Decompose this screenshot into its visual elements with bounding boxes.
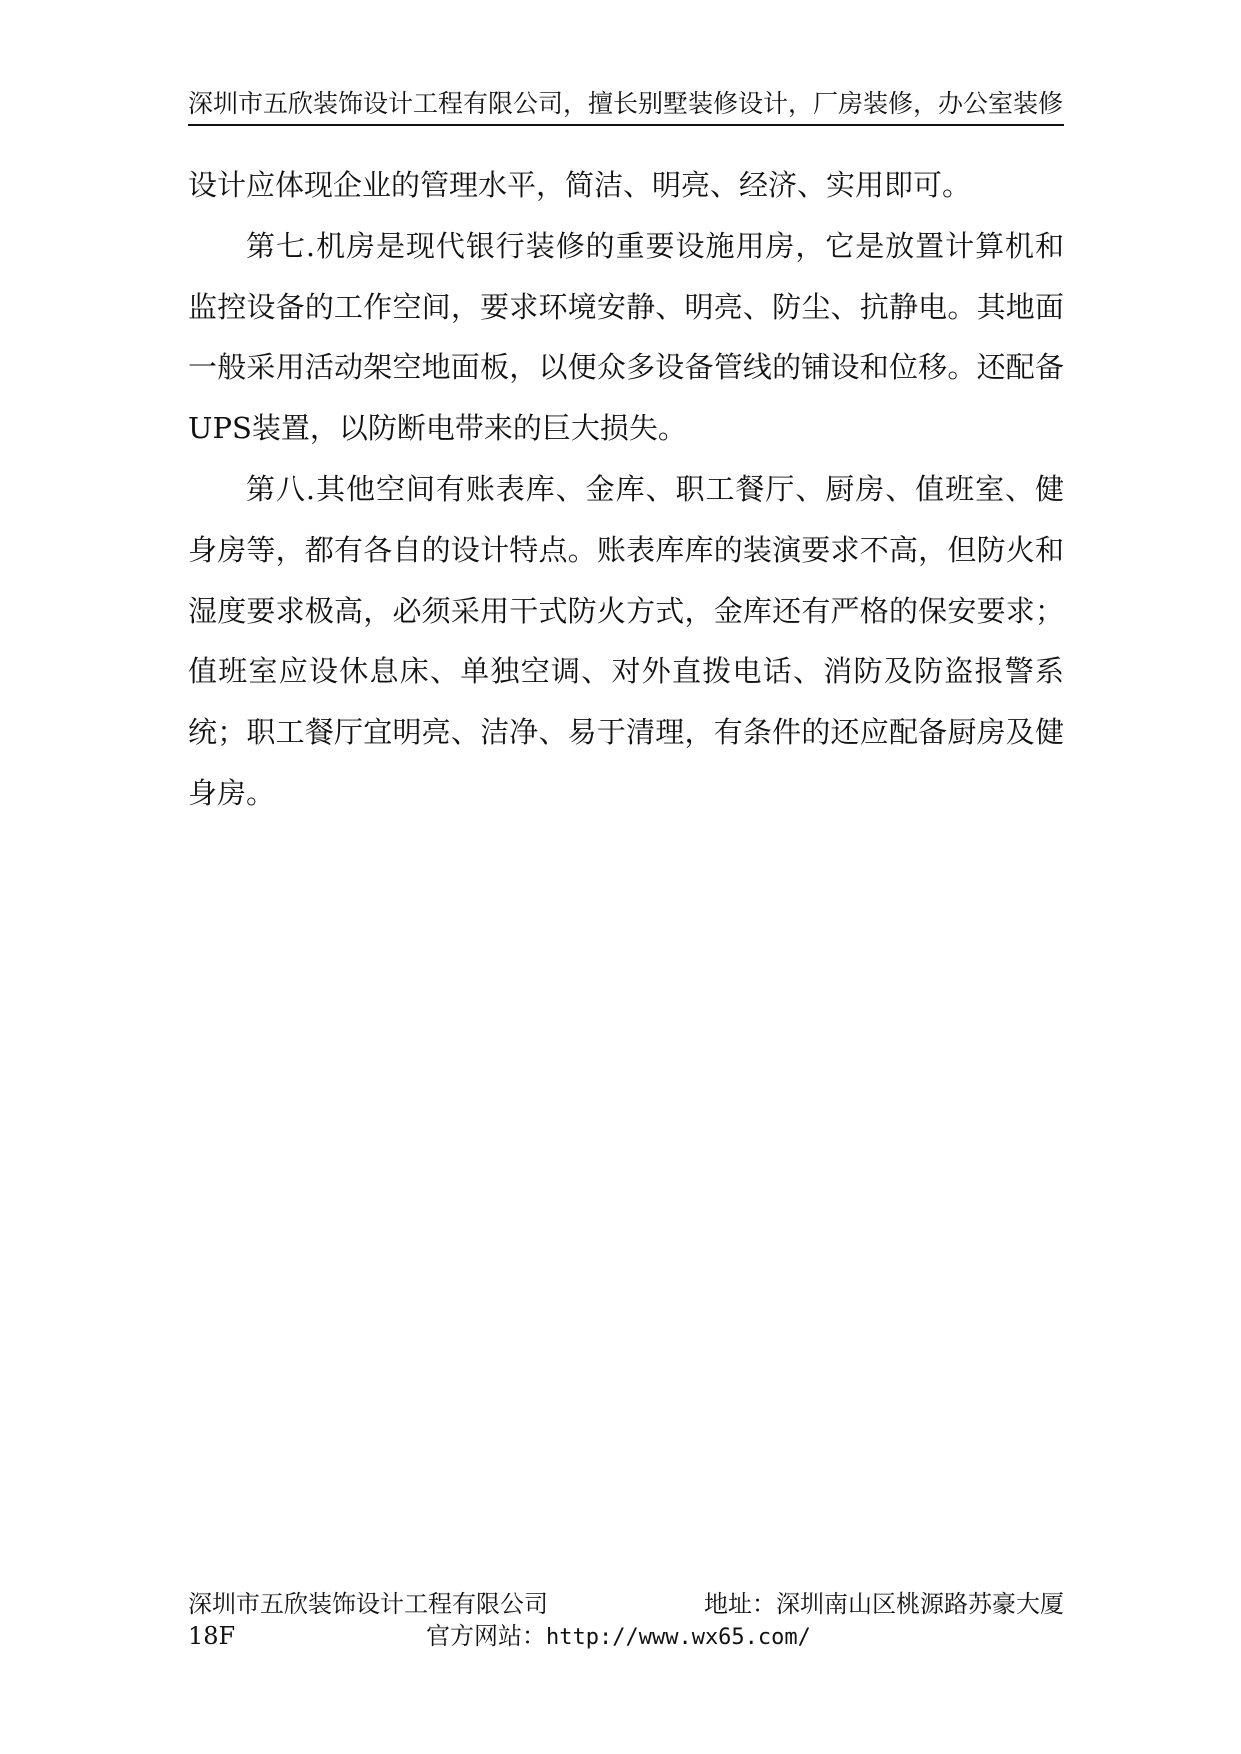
page-header — [188, 84, 1064, 126]
footer-address: 地址：深圳南山区桃源路苏豪大厦 — [704, 1590, 1064, 1618]
footer-website-label: 官方网站： — [426, 1622, 546, 1650]
footer-company: 深圳市五欣装饰设计工程有限公司 — [188, 1590, 548, 1618]
page-footer — [188, 1588, 1064, 1652]
footer-website-link[interactable]: http://www.wx65.com/ — [546, 1625, 811, 1650]
footer-website — [426, 1620, 811, 1654]
footer-row-2 — [188, 1620, 1064, 1652]
document-body — [188, 155, 1064, 824]
paragraph-1: 设计应体现企业的管理水平，简洁、明亮、经济、实用即可。 — [188, 168, 972, 202]
header-text: 深圳市五欣装饰设计工程有限公司，擅长别墅装修设计，厂房装修，办公室装修 — [188, 89, 1064, 118]
paragraph-2: 第七.机房是现代银行装修的重要设施用房，它是放置计算机和监控设备的工作空间，要求环境安静、明亮、防尘、抗静电。其地面一般采用活动架空地面板，以便众多设备管线的铺设和位移。还配备UPS装置，以防断电带来的巨大损失。 — [188, 228, 1064, 446]
footer-floor: 18F — [188, 1622, 236, 1650]
footer-row-1 — [188, 1588, 1064, 1620]
paragraph-3: 第八.其他空间有账表库、金库、职工餐厅、厨房、值班室、健身房等，都有各自的设计特点。账表库库的装演要求不高，但防火和湿度要求极高，必须采用干式防火方式，金库还有严格的保安要求；值班室应设休息床、单独空调、对外直拨电话、消防及防盗报警系统；职工餐厅宜明亮、洁净、易于清理，有条件的还应配备厨房及健身房。 — [188, 471, 1064, 810]
